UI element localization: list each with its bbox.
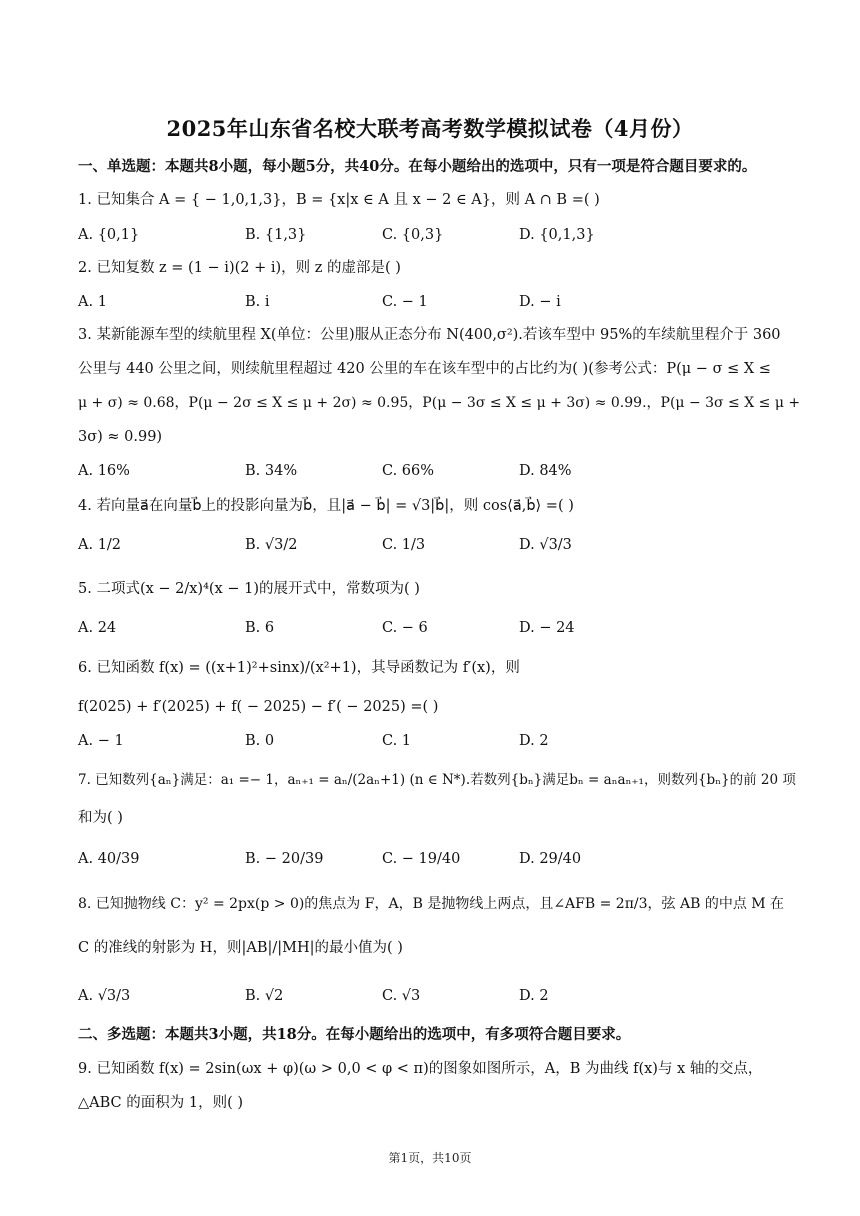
q6-option-b: B. 0 <box>245 733 275 749</box>
q7-option-b: B. − 20/39 <box>245 851 324 867</box>
question-2: 2. 已知复数 z = (1 − i)(2 + i)，则 z 的虚部是( ) <box>78 260 401 276</box>
q5-option-a: A. 24 <box>78 620 117 636</box>
section-2-heading: 二、多选题：本题共3小题，共18分。在每小题给出的选项中，有多项符合题目要求。 <box>78 1026 631 1043</box>
page-title: 2025年山东省名校大联考高考数学模拟试卷（4月份） <box>166 116 694 141</box>
q3-option-d: D. 84% <box>519 463 572 479</box>
q5-option-d: D. − 24 <box>519 620 575 636</box>
q8-option-a: A. √3/3 <box>78 988 131 1004</box>
question-3-line-2: 公里与 440 公里之间，则续航里程超过 420 公里的车在该车型中的占比约为( )(参考公式：P(μ − σ ≤ X ≤ <box>78 361 771 377</box>
question-4: 4. 若向量a⃗在向量b⃗上的投影向量为b⃗，且|a⃗ − b⃗| = √3|b⃗|，则 cos⟨a⃗,b⃗⟩ =( ) <box>78 498 574 514</box>
question-3-line-3: μ + σ) ≈ 0.68，P(μ − 2σ ≤ X ≤ μ + 2σ) ≈ 0.95，P(μ − 3σ ≤ X ≤ μ + 3σ) ≈ 0.99.，P(μ − 3σ ≤ X ≤ μ + <box>78 395 801 411</box>
q6-option-a: A. − 1 <box>78 733 124 749</box>
q1-option-b: B. {1,3} <box>245 227 307 243</box>
question-9-line-1: 9. 已知函数 f(x) = 2sin(ωx + φ)(ω > 0,0 < φ < π)的图象如图所示，A，B 为曲线 f(x)与 x 轴的交点， <box>78 1061 763 1077</box>
q3-option-c: C. 66% <box>382 463 435 479</box>
question-9-line-2: △ABC 的面积为 1，则( ) <box>78 1095 244 1111</box>
q8-option-b: B. √2 <box>245 988 284 1004</box>
q4-option-a: A. 1/2 <box>78 537 122 553</box>
question-5: 5. 二项式(x − 2/x)⁴(x − 1)的展开式中，常数项为( ) <box>78 581 420 597</box>
q5-option-c: C. − 6 <box>382 620 428 636</box>
q2-option-c: C. − 1 <box>382 294 428 310</box>
question-3-line-4: 3σ) ≈ 0.99) <box>78 429 163 445</box>
q8-option-c: C. √3 <box>382 988 421 1004</box>
question-1: 1. 已知集合 A = { − 1,0,1,3}，B = {x|x ∈ A 且 x − 2 ∈ A}，则 A ∩ B =( ) <box>78 192 600 208</box>
q4-option-c: C. 1/3 <box>382 537 426 553</box>
q1-option-d: D. {0,1,3} <box>519 227 595 243</box>
q2-option-b: B. i <box>245 294 270 310</box>
q2-option-d: D. − i <box>519 294 561 310</box>
q5-option-b: B. 6 <box>245 620 275 636</box>
question-7-line-1: 7. 已知数列{aₙ}满足：a₁ =− 1，aₙ₊₁ = aₙ/(2aₙ+1) (n ∈ N*).若数列{bₙ}满足bₙ = aₙaₙ₊₁，则数列{bₙ}的前 20 项 <box>78 772 796 788</box>
q3-option-a: A. 16% <box>78 463 130 479</box>
q2-option-a: A. 1 <box>78 294 107 310</box>
q1-option-c: C. {0,3} <box>382 227 444 243</box>
q1-option-a: A. {0,1} <box>78 227 140 243</box>
question-8-line-2: C 的准线的射影为 H，则|AB|/|MH|的最小值为( ) <box>78 940 403 956</box>
q8-option-d: D. 2 <box>519 988 549 1004</box>
q6-option-c: C. 1 <box>382 733 412 749</box>
q4-option-d: D. √3/3 <box>519 537 572 553</box>
q4-option-b: B. √3/2 <box>245 537 298 553</box>
q3-option-b: B. 34% <box>245 463 298 479</box>
question-7-line-2: 和为( ) <box>78 810 123 826</box>
q7-option-a: A. 40/39 <box>78 851 140 867</box>
q6-option-d: D. 2 <box>519 733 549 749</box>
question-3-line-1: 3. 某新能源车型的续航里程 X(单位：公里)服从正态分布 N(400,σ²).若该车型中 95%的车续航里程介于 360 <box>78 327 781 343</box>
q7-option-d: D. 29/40 <box>519 851 582 867</box>
question-6-line-2: f(2025) + f′(2025) + f( − 2025) − f′( − 2025) =( ) <box>78 699 439 715</box>
section-1-heading: 一、单选题：本题共8小题，每小题5分，共40分。在每小题给出的选项中，只有一项是符合题目要求的。 <box>78 158 757 175</box>
question-6-line-1: 6. 已知函数 f(x) = ((x+1)²+sinx)/(x²+1)，其导函数记为 f′(x)，则 <box>78 660 520 676</box>
page-footer: 第1页，共10页 <box>388 1151 472 1165</box>
question-8-line-1: 8. 已知抛物线 C：y² = 2px(p > 0)的焦点为 F，A，B 是抛物线上两点，且∠AFB = 2π/3，弦 AB 的中点 M 在 <box>78 896 785 912</box>
q7-option-c: C. − 19/40 <box>382 851 461 867</box>
